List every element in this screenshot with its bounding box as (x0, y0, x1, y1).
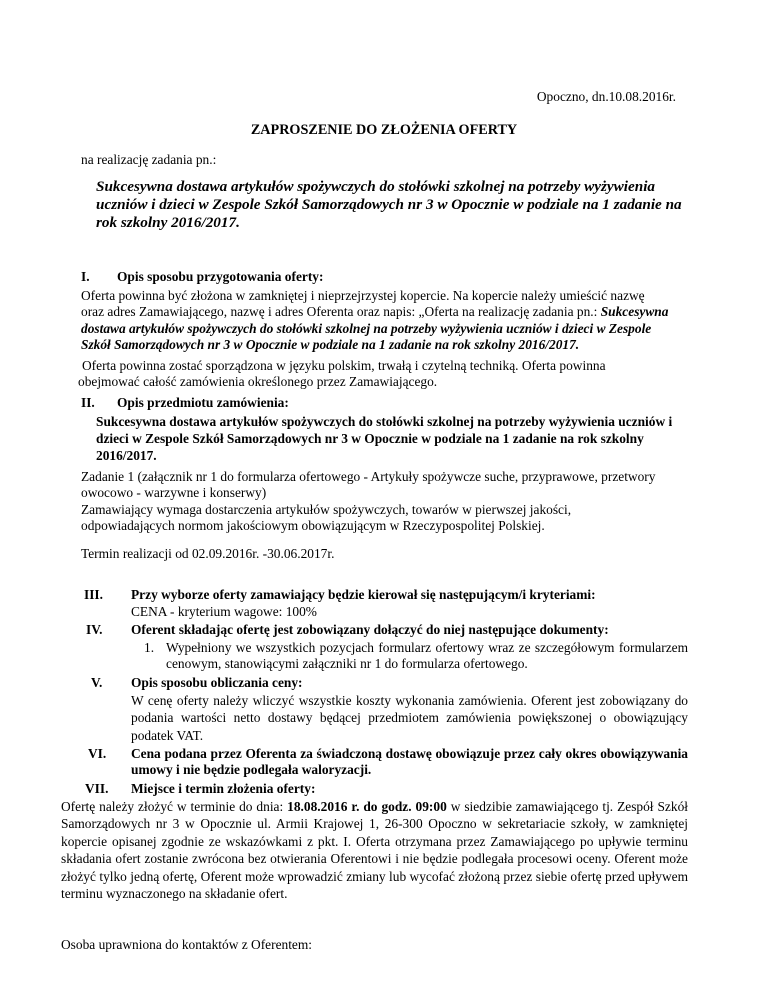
section-1-number: I. (81, 269, 90, 284)
section-3-title: Przy wyborze oferty zamawiający będzie kierował się następującym/i kryteriami: (131, 587, 596, 602)
section-7-text (61, 798, 688, 903)
section-2-subject: Sukcesywna dostawa artykułów spożywczych do stołówki szkolnej na potrzeby wyżywienia uczniów i dzieci w Zespole Szkół Samorządowych nr 3 w Opocznie w podziale na 1 zadanie na rok szkolny 2016/2017. (96, 414, 673, 463)
section-2-title: Opis przedmiotu zamówienia: (117, 395, 289, 410)
section-5-title: Opis sposobu obliczania ceny: (131, 675, 303, 690)
section-2-term: Termin realizacji od 02.09.2016r. -30.06.2017r. (81, 546, 335, 561)
section-1-subject: Sukcesywna dostawa artykułów spożywczych do stołówki szkolnej na potrzeby wyżywienia uczniów i dzieci w Zespole Szkół Samorządowych nr 3 w Opocznie w podziale na 1 zadanie na rok szkolny 2016/2017. (81, 304, 669, 353)
section-2-paragraph-2: Zamawiający wymaga dostarczenia artykułów spożywczych, towarów w pierwszej jakości, odpowiadających normom jakościowym obowiązującym w Rzeczypospolitej Polskiej. (81, 502, 572, 534)
section-2-paragraph-1: Zadanie 1 (załącznik nr 1 do formularza ofertowego - Artykuły spożywcze suche, przyprawowe, przetwory owocowo - warzywne i konserwy) (81, 469, 656, 501)
section-7-text-before: Ofertę należy złożyć w terminie do dnia: (61, 799, 284, 814)
section-2-number: II. (81, 395, 95, 410)
section-3-number: III. (84, 587, 103, 602)
section-1-paragraph-2: Oferta powinna zostać sporządzona w języku polskim, trwałą i czytelną techniką. Oferta powinna obejmować całość zamówienia określonego przez Zamawiającego. (78, 358, 606, 390)
section-6-number: VI. (88, 746, 107, 761)
section-5-text: W cenę oferty należy wliczyć wszystkie koszty wykonania zamówienia. Oferent jest zobowiązany do podania wartości netto dostawy będącej przedmiotem zamówienia powiększonej o obowiązujący podatek VAT. (131, 693, 688, 743)
section-7-deadline: 18.08.2016 r. do godz. 09:00 (287, 799, 447, 814)
section-7-text-after: w siedzibie zamawiającego tj. Zespół Szkół Samorządowych nr 3 w Opocznie ul. Armii Krajowej 1, 26-300 Opoczno w sekretariacie szkoły, w zamkniętej kopercie opisanej zgodnie ze wskazówkami z pkt. I. Oferta otrzymana przez Zamawiającego po upływie terminu składania ofert zostanie zwrócona bez otwierania Oferentowi i nie będzie podlegała procesowi oceny. Oferent może złożyć tylko jedną ofertę, Oferent może wprowadzić zmiany lub wycofać złożoną przez siebie ofertę przed upływem terminu wyznaczonego na składanie ofert. (61, 799, 688, 902)
section-7-contact: Osoba uprawniona do kontaktów z Oferentem: (61, 937, 313, 952)
section-7-title: Miejsce i termin złożenia oferty: (131, 781, 316, 796)
section-4-item-number: 1. (144, 640, 155, 655)
section-4-number: IV. (86, 622, 103, 637)
section-3-text: CENA - kryterium wagowe: 100% (131, 604, 317, 619)
section-4-item: Wypełniony we wszystkich pozycjach formularz ofertowy wraz ze szczegółowym formularzem cenowym, stanowiącymi załączniki nr 1 do formularza ofertowego. (166, 640, 688, 672)
document-title: ZAPROSZENIE DO ZŁOŻENIA OFERTY (250, 122, 518, 138)
subject-heading: Sukcesywna dostawa artykułów spożywczych do stołówki szkolnej na potrzeby wyżywienia uczniów i dzieci w Zespole Szkół Samorządowych nr 3 w Opocznie w podziale na 1 zadanie na rok szkolny 2016/2017. (96, 178, 682, 232)
section-6-title: Cena podana przez Oferenta za świadczoną dostawę obowiązuje przez cały okres obowiązywania umowy i nie będzie podlegała waloryzacji. (131, 746, 688, 778)
place-date: Opoczno, dn.10.08.2016r. (536, 89, 676, 104)
section-4-title: Oferent składając ofertę jest zobowiązany dołączyć do niej następujące dokumenty: (131, 622, 609, 637)
section-1-body (81, 288, 671, 353)
section-1-paragraph: Oferta powinna być złożona w zamkniętej i nieprzejrzystej kopercie. Na kopercie należy umieścić nazwę oraz adres Zamawiającego, nazwę i adres Oferenta oraz napis: „Oferta na realizację zadania pn.: (81, 288, 645, 320)
section-7-number: VII. (85, 781, 109, 796)
section-1-title: Opis sposobu przygotowania oferty: (117, 269, 324, 284)
section-5-number: V. (91, 675, 103, 690)
intro-text: na realizację zadania pn.: (81, 152, 217, 167)
